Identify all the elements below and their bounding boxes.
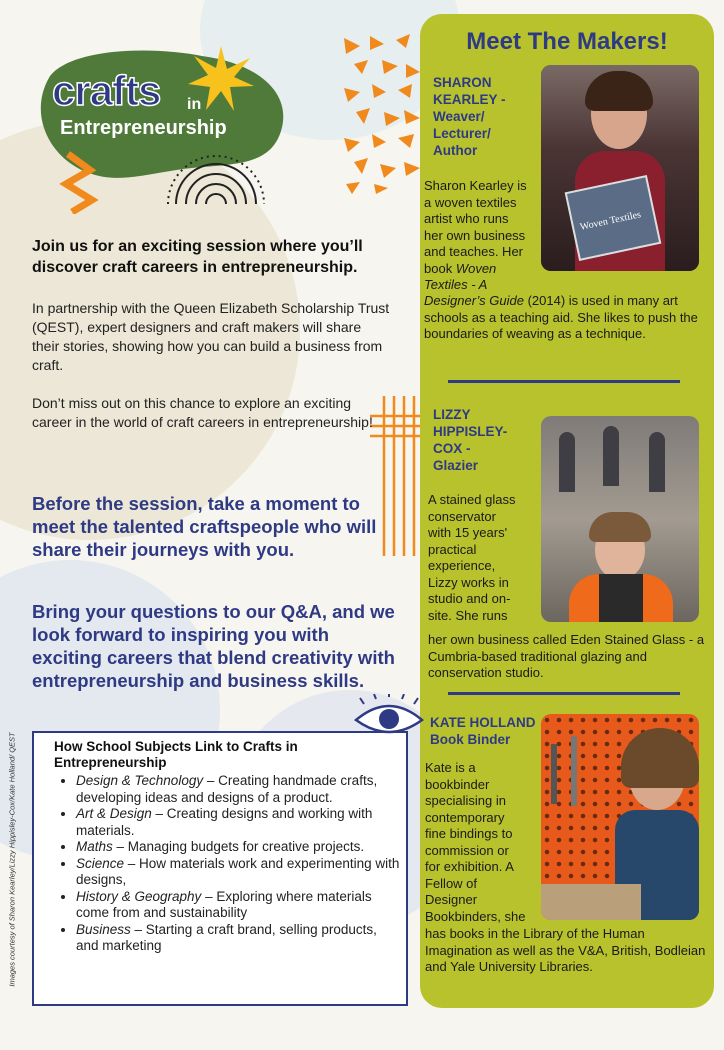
sharon-photo: [541, 65, 699, 271]
eye-icon: [350, 694, 428, 744]
list-item: • Science – How materials work and experimenting with designs,: [76, 856, 400, 889]
list-item: • History & Geography – Exploring where materials come from and sustainability: [76, 889, 400, 922]
subjects-title: How School Subjects Link to Crafts in Entrepreneurship: [54, 739, 298, 770]
kate-photo: [541, 714, 699, 920]
divider: [448, 692, 680, 695]
list-item: • Art & Design – Creating designs and working with materials.: [76, 806, 400, 839]
callout-qa: Bring your questions to our Q&A, and we look forward to inspiring you with exciting careers that blend creativity with entrepreneurship and business skills.: [32, 601, 395, 691]
callout-before-session: Before the session, take a moment to meet the talented craftspeople who will share their journeys with you.: [32, 493, 377, 560]
list-item: • Maths – Managing budgets for creative projects.: [76, 839, 400, 856]
logo-crafts: crafts: [52, 67, 161, 114]
kate-bio-bottom: has books in the Library of the Human Imagination as well as the V&A, British, Bodleian and Yale University Libraries.: [425, 926, 706, 974]
makers-title: Meet The Makers!: [466, 28, 668, 55]
lizzy-bio-bottom: her own business called Eden Stained Glass - a Cumbria-based traditional glazing and conservation studio.: [428, 632, 705, 680]
intro-headline: Join us for an exciting session where you’ll discover craft careers in entrepreneurship.: [32, 238, 363, 276]
sharon-bio-bottom: Designer’s Guide (2014) is used in many art schools as a teaching aid. She likes to push the boundaries of weaving as a technique.: [424, 293, 698, 341]
sharon-bio-top: Sharon Kearley is a woven textiles artist who runs her own business and teaches. Her book Woven Textiles - A: [424, 178, 527, 292]
lizzy-bio-top: A stained glass conservator with 15 years' practical experience, Lizzy works in studio and on- site. She runs: [428, 492, 516, 623]
divider: [448, 380, 680, 383]
zigzag-icon: [58, 150, 102, 214]
lizzy-photo: [541, 416, 699, 622]
kate-bio-top: Kate is a bookbinder specialising in contemporary fine bindings to commission or for exhibition. A Fellow of Designer Bookbinders, she: [425, 760, 526, 924]
triangles-decoration: [340, 34, 422, 194]
intro-paragraph-2: Don’t miss out on this chance to explore an exciting career in the world of craft careers in entrepreneurship!: [32, 395, 373, 430]
book-cover-text: Woven Textiles: [579, 209, 642, 233]
image-credit: Images courtesy of Sharon Kearley/Lizzy Hippisley-Cox/Kate Holland/ QEST: [7, 732, 17, 987]
list-item: • Business – Starting a craft brand, selling products, and marketing: [76, 922, 400, 955]
rainbow-lines-icon: [166, 150, 266, 206]
subjects-list: [54, 773, 400, 955]
maker-name-sharon: SHARON KEARLEY - Weaver/ Lecturer/ Author: [433, 75, 506, 158]
maker-name-kate: KATE HOLLAND Book Binder: [430, 715, 536, 747]
maker-name-lizzy: LIZZY HIPPISLEY- COX - Glazier: [433, 407, 508, 473]
list-item: • Design & Technology – Creating handmade crafts, developing ideas and designs of a product.: [76, 773, 400, 806]
intro-paragraph-1: In partnership with the Queen Elizabeth Scholarship Trust (QEST), expert designers and craft makers will share their stories, showing how you can build a business from craft.: [32, 300, 390, 373]
logo-in: in: [187, 96, 202, 113]
logo-entrepreneurship: Entrepreneurship: [60, 117, 227, 139]
subjects-box: [32, 731, 408, 1006]
